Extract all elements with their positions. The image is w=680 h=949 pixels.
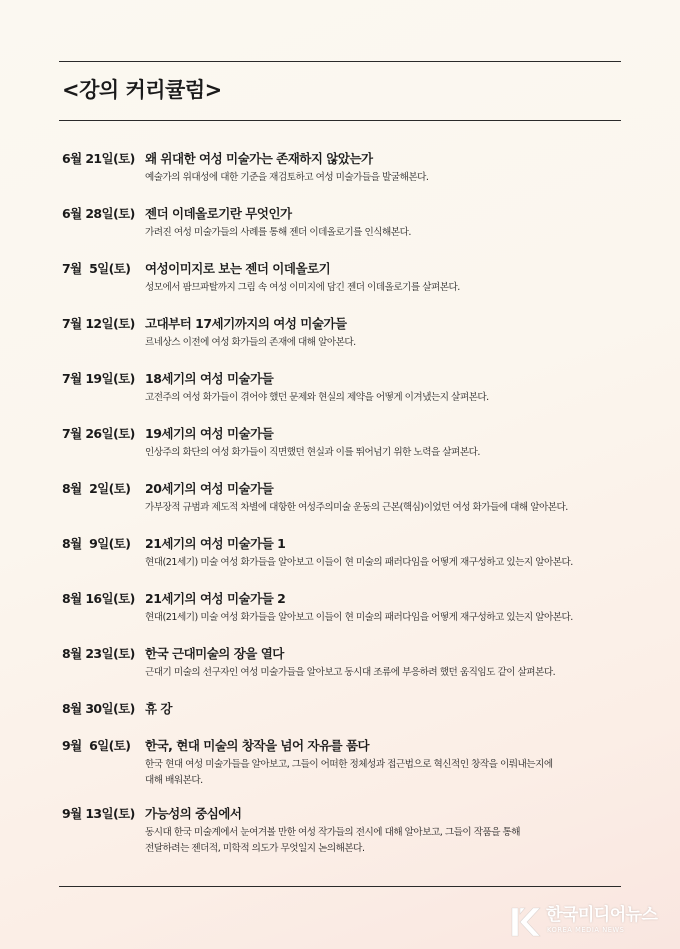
entry-description: 현대(21세기) 미술 여성 화가들을 알아보고 이들이 현 미술의 패러다임을 어떻게 재구성하고 있는지 알아본다. xyxy=(145,557,573,568)
top-rule xyxy=(59,61,621,62)
entry-topic: 젠더 이데올로기란 무엇인가 xyxy=(145,206,292,221)
entry-description: 근대기 미술의 선구자인 여성 미술가들을 알아보고 동시대 조류에 부응하려 했던 움직임도 같이 살펴본다. xyxy=(145,667,556,678)
entry-description: 인상주의 화단의 여성 화가들이 직면했던 현실과 이를 뛰어넘기 위한 노력을 살펴본다. xyxy=(145,447,480,458)
entry-date: 9월 13일(토) xyxy=(62,806,135,821)
entry-topic: 가능성의 중심에서 xyxy=(145,806,242,821)
entry-topic: 20세기의 여성 미술가들 xyxy=(145,481,274,496)
entry-topic: 한국 근대미술의 장을 열다 xyxy=(145,646,284,661)
entry-description: 한국 현대 여성 미술가들을 알아보고, 그들이 어떠한 정체성과 접근법으로 혁신적인 창작을 이뤄내는지에 대해 배워본다. xyxy=(145,759,553,786)
km-logo-icon xyxy=(508,905,542,939)
entry-date: 9월 6일(토) xyxy=(62,738,131,753)
page-title: <강의 커리큘럼> xyxy=(62,78,222,102)
entry-description: 현대(21세기) 미술 여성 화가들을 알아보고 이들이 현 미술의 패러다임을 어떻게 재구성하고 있는지 알아본다. xyxy=(145,612,573,623)
entry-date: 8월 2일(토) xyxy=(62,481,131,496)
entry-topic: 왜 위대한 여성 미술가는 존재하지 않았는가 xyxy=(145,151,373,166)
entry-topic: 18세기의 여성 미술가들 xyxy=(145,371,274,386)
bottom-rule xyxy=(59,886,621,887)
entry-topic: 한국, 현대 미술의 창작을 넘어 자유를 품다 xyxy=(145,738,370,753)
entry-date: 6월 28일(토) xyxy=(62,206,135,221)
entry-date: 8월 23일(토) xyxy=(62,646,135,661)
entry-description: 동시대 한국 미술계에서 눈여겨볼 만한 여성 작가들의 전시에 대해 알아보고, 그들이 작품을 통해 전달하려는 젠더적, 미학적 의도가 무엇일지 논의해본다. xyxy=(145,827,521,854)
watermark-name: 한국미디어뉴스 xyxy=(546,905,658,925)
entry-date: 8월 30일(토) xyxy=(62,701,135,716)
entry-date: 7월 19일(토) xyxy=(62,371,135,386)
entry-topic: 21세기의 여성 미술가들 1 xyxy=(145,536,286,551)
entry-topic: 휴 강 xyxy=(145,701,173,716)
entry-topic: 고대부터 17세기까지의 여성 미술가들 xyxy=(145,316,347,331)
watermark-subtitle: KOREA MEDIA NEWS xyxy=(547,926,625,934)
entry-date: 8월 9일(토) xyxy=(62,536,131,551)
title-underline xyxy=(59,120,621,121)
entry-description: 고전주의 여성 화가들이 겪어야 했던 문제와 현실의 제약을 어떻게 이겨냈는지 살펴본다. xyxy=(145,392,489,403)
entry-description: 예술가의 위대성에 대한 기준을 재검토하고 여성 미술가들을 발굴해본다. xyxy=(145,172,429,183)
entry-topic: 여성이미지로 보는 젠더 이데올로기 xyxy=(145,261,331,276)
entry-description: 르네상스 이전에 여성 화가들의 존재에 대해 알아본다. xyxy=(145,337,356,348)
entry-description: 가려진 여성 미술가들의 사례를 통해 젠더 이데올로기를 인식해본다. xyxy=(145,227,411,238)
entry-date: 7월 5일(토) xyxy=(62,261,131,276)
entry-date: 6월 21일(토) xyxy=(62,151,135,166)
entry-date: 7월 26일(토) xyxy=(62,426,135,441)
entry-description: 성모에서 팜므파탈까지 그림 속 여성 이미지에 담긴 젠더 이데올로기를 살펴본다. xyxy=(145,282,460,293)
entry-description: 가부장적 규범과 제도적 차별에 대항한 여성주의미술 운동의 근본(핵심)이었던 여성 화가들에 대해 알아본다. xyxy=(145,502,568,513)
entry-date: 7월 12일(토) xyxy=(62,316,135,331)
entry-topic: 19세기의 여성 미술가들 xyxy=(145,426,274,441)
entry-date: 8월 16일(토) xyxy=(62,591,135,606)
watermark-logo xyxy=(508,903,670,941)
entry-topic: 21세기의 여성 미술가들 2 xyxy=(145,591,286,606)
